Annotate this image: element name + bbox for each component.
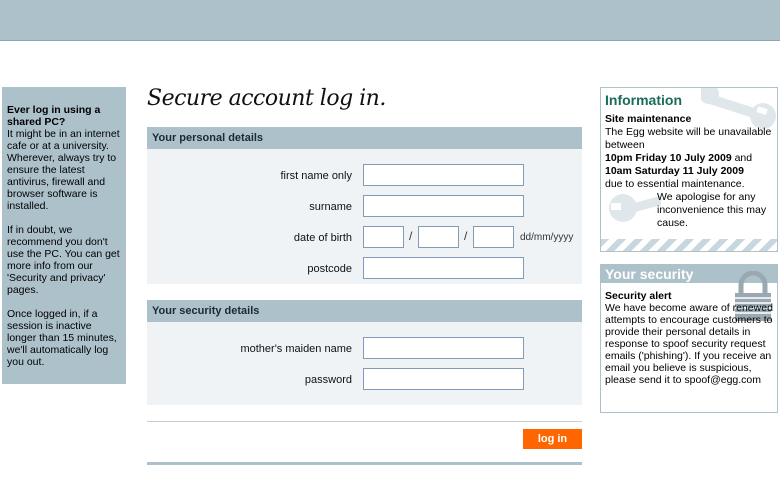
maiden-name-row xyxy=(147,337,582,361)
surname-row xyxy=(147,195,582,219)
password-row xyxy=(147,368,582,392)
maintenance-start: 10pm Friday 10 July 2009 xyxy=(605,152,732,164)
personal-details-heading: Your personal details xyxy=(147,127,582,149)
password-label: password xyxy=(304,374,352,386)
maintenance-subtitle: Site maintenance xyxy=(605,113,692,125)
security-alert-subtitle: Security alert xyxy=(605,290,672,302)
dob-label: date of birth xyxy=(293,232,352,244)
page-title: Secure account log in. xyxy=(147,86,386,111)
maintenance-apology: We apologise for any inconvenience this may cause. xyxy=(657,191,767,229)
decorative-stripes xyxy=(601,239,777,251)
maintenance-end: 10am Saturday 11 July 2009 xyxy=(605,165,744,177)
security-box-body xyxy=(605,290,777,386)
postcode-label: postcode xyxy=(307,263,352,275)
maintenance-text: and xyxy=(731,152,753,164)
shared-pc-tip xyxy=(2,87,126,384)
security-alert-text: We have become aware of renewed attempts to encourage customers to provide their personal details in response to spoof security request emails ('phishing'). If you receive an email you believe is suspicious, please send it to spoof@egg.com xyxy=(605,302,773,386)
dob-separator: / xyxy=(409,229,413,243)
personal-details-panel xyxy=(147,127,582,284)
tip-heading: Ever log in using a shared PC? xyxy=(7,104,101,128)
security-details-panel xyxy=(147,300,582,405)
tip-paragraph: If in doubt, we recommend you don't use the PC. You can get more info from our 'Security and privacy' pages. xyxy=(7,224,120,296)
first-name-row xyxy=(147,164,582,188)
surname-input[interactable] xyxy=(363,195,524,217)
tip-paragraph: Once logged in, if a session is inactive longer than 15 minutes, we'll automatically log you out. xyxy=(7,308,117,368)
login-button[interactable]: log in xyxy=(523,429,582,449)
maiden-name-label: mother's maiden name xyxy=(240,343,352,355)
maintenance-text: The Egg website will be unavailable between xyxy=(605,126,772,151)
dob-month-input[interactable] xyxy=(418,226,459,248)
surname-label: surname xyxy=(309,201,352,213)
top-banner xyxy=(0,0,780,41)
dob-year-input[interactable] xyxy=(473,226,514,248)
dob-day-input[interactable] xyxy=(363,226,404,248)
first-name-input[interactable] xyxy=(363,164,524,186)
information-title: Information xyxy=(605,92,682,108)
password-input[interactable] xyxy=(363,368,524,390)
postcode-input[interactable] xyxy=(363,257,524,279)
security-box-title: Your security xyxy=(605,266,694,282)
first-name-label: first name only xyxy=(280,170,352,182)
postcode-row xyxy=(147,257,582,281)
security-details-heading: Your security details xyxy=(147,300,582,322)
tip-paragraph: It might be in an internet cafe or at a university. Wherever, always try to ensure the latest antivirus, firewall and browser software is installed. xyxy=(7,128,120,212)
dob-separator: / xyxy=(464,229,468,243)
divider xyxy=(147,462,582,465)
security-box xyxy=(600,264,778,413)
dob-format-hint: dd/mm/yyyy xyxy=(520,232,574,243)
divider xyxy=(147,421,582,422)
information-box xyxy=(600,87,778,252)
maintenance-reason: due to essential maintenance. xyxy=(605,178,745,190)
information-body xyxy=(605,113,773,230)
dob-row xyxy=(147,226,582,250)
maiden-name-input[interactable] xyxy=(363,337,524,359)
